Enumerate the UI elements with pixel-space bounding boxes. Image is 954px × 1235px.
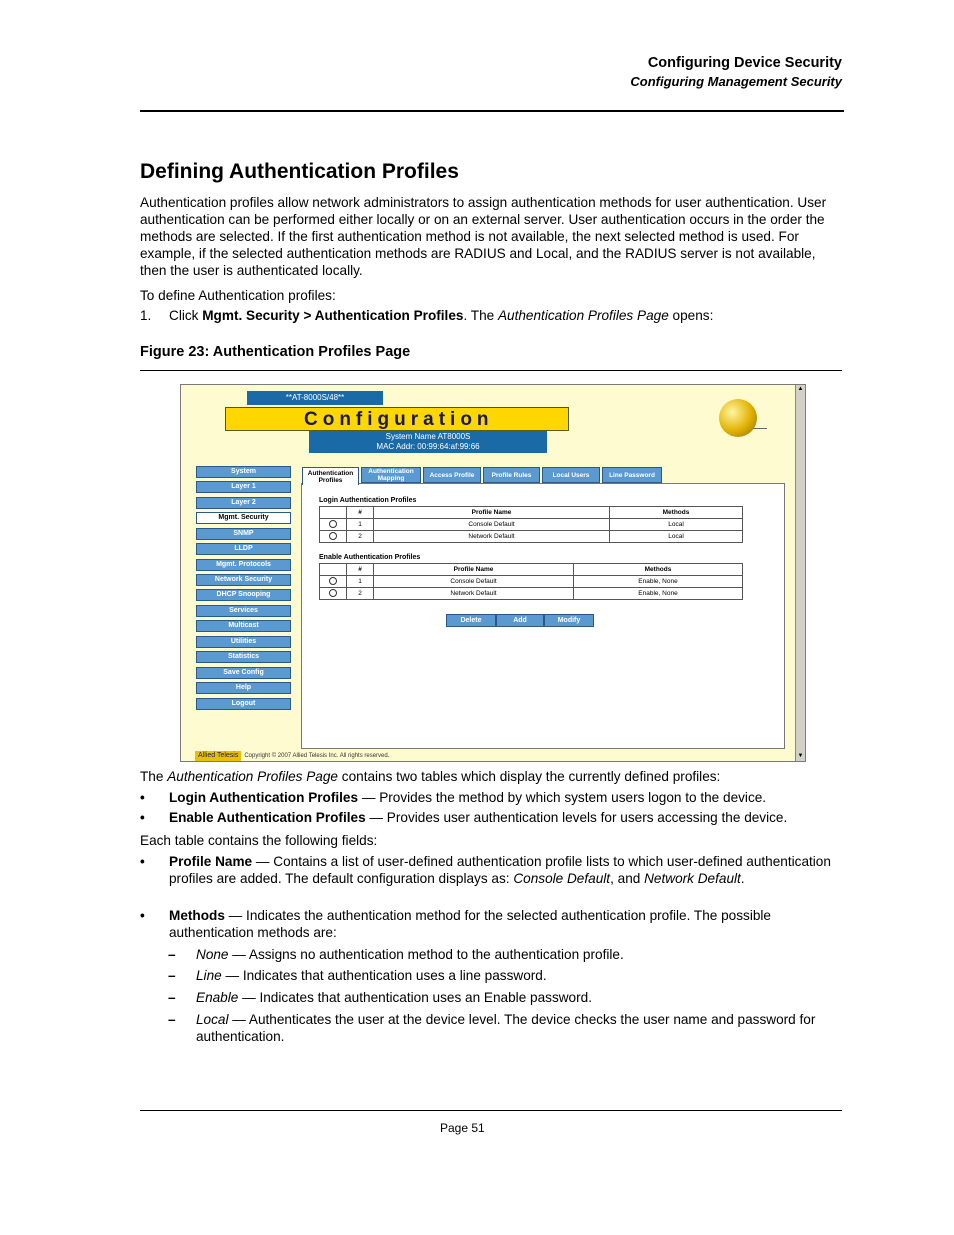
menu-path: Mgmt. Security > Authentication Profiles [202, 308, 464, 323]
nav-snmp[interactable]: SNMP [196, 528, 291, 540]
bullet-mark: • [140, 908, 145, 923]
tab-authentication-profiles[interactable]: Authentication Profiles [302, 467, 359, 485]
system-name: System Name AT8000S [385, 432, 471, 441]
enable-profiles-caption: Enable Authentication Profiles [319, 554, 421, 561]
dash-mark: – [168, 1012, 176, 1027]
nav-multicast[interactable]: Multicast [196, 620, 291, 632]
row-radio[interactable] [329, 577, 337, 585]
system-info [309, 431, 547, 453]
tab-access-profile[interactable]: Access Profile [423, 467, 481, 483]
tab-line-password[interactable]: Line Password [602, 467, 662, 483]
running-header-section: Configuring Management Security [630, 74, 842, 89]
col-methods: Methods [574, 564, 743, 576]
to-define-text: To define Authentication profiles: [140, 288, 336, 303]
nav-statistics[interactable]: Statistics [196, 651, 291, 663]
login-profiles-table [319, 506, 743, 543]
step-1: 1. Click Mgmt. Security > Authentication Profiles. The Authentication Profiles Page opens: [140, 308, 714, 323]
after-figure-text: The Authentication Profiles Page contains two tables which display the currently defined profiles: [140, 769, 721, 784]
row-radio[interactable] [329, 589, 337, 597]
bullet-mark: • [140, 854, 145, 869]
nav-services[interactable]: Services [196, 605, 291, 617]
delete-button[interactable]: Delete [446, 614, 496, 627]
col-profile-name: Profile Name [374, 564, 574, 576]
tab-profile-rules[interactable]: Profile Rules [483, 467, 540, 483]
enable-profiles-table [319, 563, 743, 600]
section-title: Defining Authentication Profiles [140, 160, 459, 183]
nav-utilities[interactable]: Utilities [196, 636, 291, 648]
col-num: # [347, 564, 374, 576]
col-methods: Methods [610, 507, 743, 519]
modify-button[interactable]: Modify [544, 614, 594, 627]
fields-intro: Each table contains the following fields: [140, 833, 378, 848]
row-radio[interactable] [329, 532, 337, 540]
footer-rule [140, 1110, 842, 1111]
add-button[interactable]: Add [496, 614, 544, 627]
scroll-down-icon[interactable]: ▼ [797, 753, 804, 759]
nav-lldp[interactable]: LLDP [196, 543, 291, 555]
model-label: **AT-8000S/48** [247, 391, 383, 405]
table-row: 1 Console Default Local [320, 519, 743, 531]
nav-system[interactable]: System [196, 466, 291, 478]
table-row: 1 Console Default Enable, None [320, 576, 743, 588]
nav-mgmt-protocols[interactable]: Mgmt. Protocols [196, 559, 291, 571]
nav-help[interactable]: Help [196, 682, 291, 694]
copyright: Copyright © 2007 Allied Telesis Inc. All rights reserved. [244, 753, 390, 759]
nav-network-security[interactable]: Network Security [196, 574, 291, 586]
tab-local-users[interactable]: Local Users [542, 467, 600, 483]
step-number: 1. [140, 308, 152, 323]
globe-underline [753, 428, 767, 429]
nav-mgmt-security[interactable]: Mgmt. Security [196, 512, 291, 524]
col-num: # [347, 507, 374, 519]
nav-dhcp-snooping[interactable]: DHCP Snooping [196, 589, 291, 601]
footer-bar [195, 751, 389, 761]
row-radio[interactable] [329, 520, 337, 528]
bullet-mark: • [140, 790, 145, 805]
content-panel [301, 468, 785, 749]
running-header-chapter: Configuring Device Security [647, 55, 842, 71]
allied-telesis-logo: Allied Telesis [195, 751, 241, 761]
nav-layer-1[interactable]: Layer 1 [196, 481, 291, 493]
bullet-mark: • [140, 810, 145, 825]
nav-logout[interactable]: Logout [196, 698, 291, 710]
login-profiles-caption: Login Authentication Profiles [319, 497, 417, 504]
dash-mark: – [168, 990, 176, 1005]
col-profile-name: Profile Name [374, 507, 610, 519]
figure-rule [140, 370, 842, 371]
scroll-up-icon[interactable]: ▲ [797, 386, 804, 392]
table-row: 2 Network Default Local [320, 531, 743, 543]
intro-paragraph: Authentication profiles allow network administrators to assign authentication methods for user authentication. User authentication can be performed either locally or on an external server. User authentication occurs in the order the methods are selected. If the first authentication method is not available, the next selected method is used. For example, if the selected authentication methods are RADIUS and Local, and the RADIUS server is not available, then the user is authenticated locally. [140, 195, 827, 278]
header-rule [140, 110, 844, 112]
table-row: 2 Network Default Enable, None [320, 588, 743, 600]
tab-authentication-mapping[interactable]: Authentication Mapping [361, 467, 421, 483]
configuration-banner: Configuration [225, 407, 569, 431]
figure-caption: Figure 23: Authentication Profiles Page [140, 344, 411, 360]
authentication-profiles-screenshot [180, 384, 806, 762]
nav-layer-2[interactable]: Layer 2 [196, 497, 291, 509]
mac-address: MAC Addr: 00:99:64:af:99:66 [376, 442, 480, 451]
page-number: Page 51 [440, 1121, 485, 1135]
vertical-scrollbar[interactable] [795, 385, 805, 761]
nav-save-config[interactable]: Save Config [196, 667, 291, 679]
dash-mark: – [168, 947, 176, 962]
globe-logo-icon [719, 399, 757, 437]
dash-mark: – [168, 968, 176, 983]
